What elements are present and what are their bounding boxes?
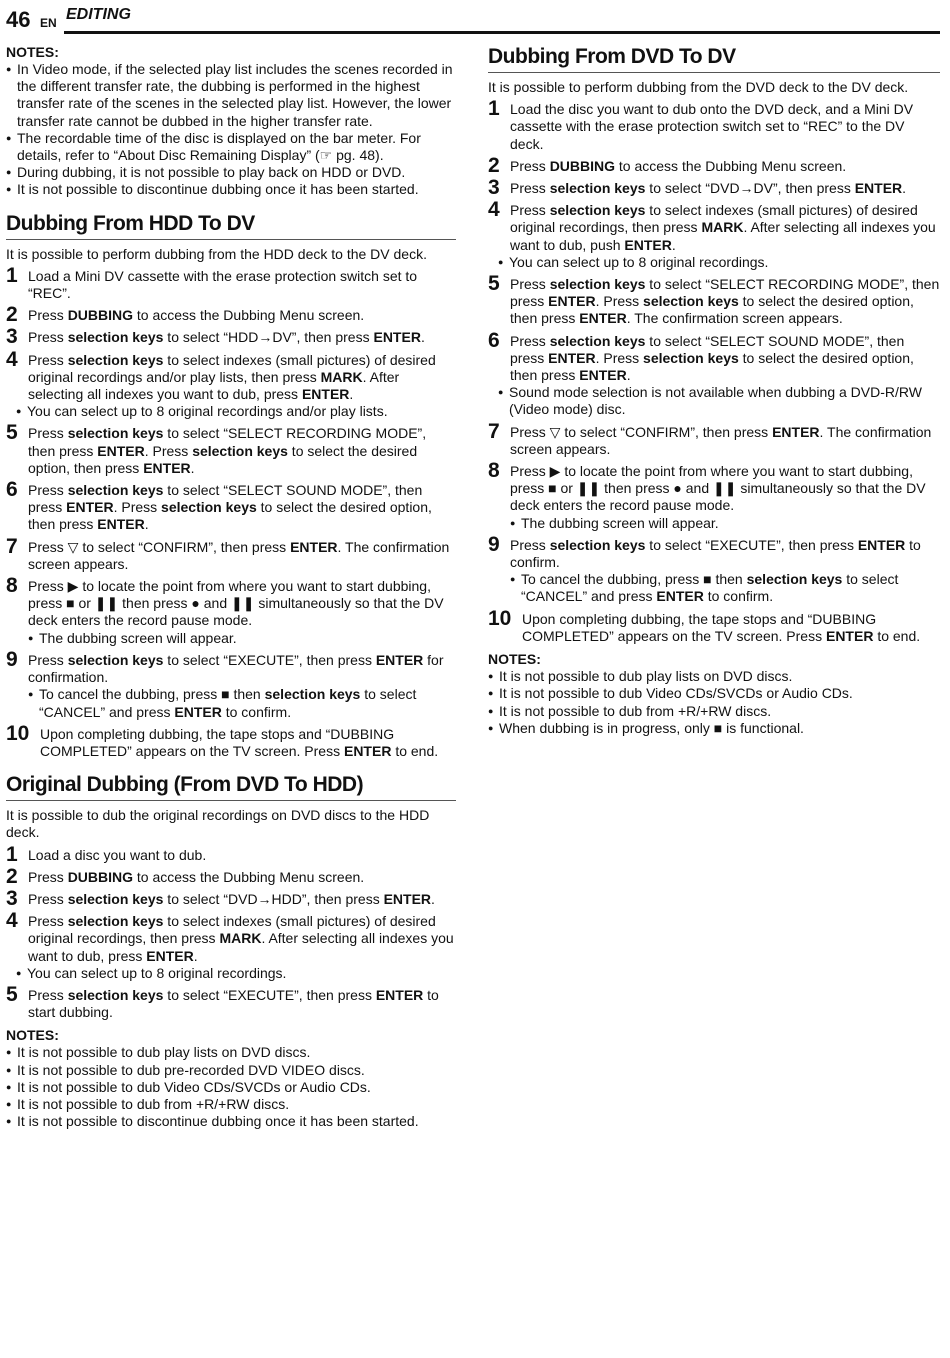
- notes-block: [6, 44, 456, 199]
- step-6: 6 Press selection keys to select “SELECT SOUND MODE”, then press ENTER. Press selection keys to select the desired option, then press ENTER.: [6, 478, 432, 533]
- step-4: 4 Press selection keys to select indexes (small pictures) of desired original recordings and/or play lists, then press MARK. After selecting all indexes you want to dub, press ENTER. ● You can select up to 8 original recordings and/or play lists.: [6, 352, 456, 421]
- note-item: ● During dubbing, it is not possible to play back on HDD or DVD.: [6, 164, 456, 181]
- note-item: ● It is not possible to dub play lists on DVD discs.: [6, 1044, 456, 1061]
- section-heading: Dubbing From DVD To DV: [488, 44, 940, 73]
- step-9: 9 Press selection keys to select “EXECUTE”, then press ENTER to confirm. ● To cancel the dubbing, press ■ then selection keys to select “CANCEL” and press ENTER to confirm.: [488, 537, 940, 606]
- section-heading: Original Dubbing (From DVD To HDD): [6, 772, 456, 801]
- step-9: 9 Press selection keys to select “EXECUTE”, then press ENTER for confirmation. ● To cancel the dubbing, press ■ then selection keys to select “CANCEL” and press ENTER to confirm.: [6, 652, 456, 721]
- note-item: ● It is not possible to dub play lists on DVD discs.: [488, 668, 940, 685]
- section-intro: It is possible to dub the original recordings on DVD discs to the HDD deck.: [6, 807, 430, 841]
- notes-title: NOTES:: [6, 1027, 59, 1044]
- note-item: ● It is not possible to dub Video CDs/SVCDs or Audio CDs.: [488, 685, 940, 702]
- note-item: ● In Video mode, if the selected play list includes the scenes recorded in the different transfer rate, the dubbing is performed in the highest transfer rate of the scenes in the selected play list. However, the lower transfer rate cannot be dubbed in the higher transfer rate.: [6, 61, 456, 130]
- step-6: 6 Press selection keys to select “SELECT SOUND MODE”, then press ENTER. Press selection keys to select the desired option, then press ENTER. ● Sound mode selection is not available when dubbing a DVD-R/RW (Video mode) disc.: [488, 333, 940, 419]
- section-intro: It is possible to perform dubbing from the HDD deck to the DV deck.: [6, 245, 427, 262]
- step-10: 10 Upon completing dubbing, the tape stops and “DUBBING COMPLETED” appears on the TV screen. Press ENTER to end.: [488, 606, 921, 644]
- step-7: 7 Press ▽ to select “CONFIRM”, then press ENTER. The confirmation screen appears.: [6, 534, 450, 572]
- section-heading: Dubbing From HDD To DV: [6, 211, 456, 240]
- step-3: 3 Press selection keys to select “DVD→DV”, then press ENTER.: [488, 176, 907, 200]
- step-2: 2 Press DUBBING to access the Dubbing Menu screen.: [6, 303, 365, 327]
- step-3: 3 Press selection keys to select “DVD→HDD”, then press ENTER.: [6, 886, 435, 910]
- left-column: [6, 44, 456, 1130]
- step-10: 10 Upon completing dubbing, the tape stops and “DUBBING COMPLETED” appears on the TV screen. Press ENTER to end.: [6, 721, 439, 759]
- step-5: 5 Press selection keys to select “SELECT RECORDING MODE”, then press ENTER. Press selection keys to select the desired option, then press ENTER. The confirmation screen appears.: [488, 272, 940, 327]
- step-1: 1 Load a disc you want to dub.: [6, 842, 207, 866]
- notes-title: NOTES:: [488, 651, 541, 668]
- step-list: [6, 263, 456, 760]
- notes-block: [488, 651, 940, 737]
- step-5: 5 Press selection keys to select “SELECT RECORDING MODE”, then press ENTER. Press selection keys to select the desired option, then press ENTER.: [6, 421, 427, 476]
- note-item: ● It is not possible to dub Video CDs/SVCDs or Audio CDs.: [6, 1079, 456, 1096]
- note-item: ● It is not possible to discontinue dubbing once it has been started.: [6, 1113, 456, 1130]
- step-2: 2 Press DUBBING to access the Dubbing Menu screen.: [488, 153, 847, 177]
- section-intro: It is possible to perform dubbing from the DVD deck to the DV deck.: [488, 79, 909, 95]
- notes-title: NOTES:: [6, 44, 59, 60]
- note-item: ● It is not possible to dub from +R/+RW discs.: [6, 1096, 456, 1113]
- right-column: [488, 44, 940, 737]
- step-3: 3 Press selection keys to select “HDD→DV”, then press ENTER.: [6, 325, 425, 349]
- note-item: ● It is not possible to dub pre-recorded DVD VIDEO discs.: [6, 1062, 456, 1079]
- step-list: [6, 842, 456, 1022]
- note-item: ● It is not possible to dub from +R/+RW discs.: [488, 703, 940, 720]
- section-title: EDITING: [66, 6, 131, 23]
- note-item: ● It is not possible to discontinue dubbing once it has been started.: [6, 181, 456, 198]
- step-4: 4 Press selection keys to select indexes (small pictures) of desired original recordings, then press MARK. After selecting all indexes you want to dub, push ENTER. ● You can select up to 8 original recordings.: [488, 202, 940, 271]
- step-5: 5 Press selection keys to select “EXECUTE”, then press ENTER to start dubbing.: [6, 982, 439, 1021]
- note-item: ● When dubbing is in progress, only ■ is functional.: [488, 720, 940, 737]
- step-note: ● The dubbing screen will appear.: [28, 630, 456, 647]
- notes-block: [6, 1027, 456, 1130]
- step-note: ● To cancel the dubbing, press ■ then selection keys to select “CANCEL” and press ENTER to confirm.: [510, 571, 940, 605]
- step-8: 8 Press ▶ to locate the point from where you want to start dubbing, press ■ or ❚❚ then press ● and ❚❚ simultaneously so that the DV deck enters the record pause mode. ● The dubbing screen will appear.: [6, 578, 456, 647]
- page-header: [6, 6, 940, 34]
- step-note: ● To cancel the dubbing, press ■ then selection keys to select “CANCEL” and press ENTER to confirm.: [28, 686, 456, 720]
- language-label: EN: [40, 16, 57, 30]
- step-7: 7 Press ▽ to select “CONFIRM”, then press ENTER. The confirmation screen appears.: [488, 419, 932, 457]
- page-number: 46: [6, 7, 31, 32]
- note-item: ● The recordable time of the disc is displayed on the bar meter. For details, refer to “About Disc Remaining Display” (☞ pg. 48).: [6, 130, 456, 164]
- step-note: ● You can select up to 8 original recordings and/or play lists.: [16, 403, 456, 420]
- header-rule: [64, 31, 940, 34]
- step-list: [488, 97, 940, 645]
- step-4: 4 Press selection keys to select indexes (small pictures) of desired original recordings, then press MARK. After selecting all indexes you want to dub, press ENTER. ● You can select up to 8 original recordings.: [6, 913, 456, 982]
- step-1: 1 Load the disc you want to dub onto the DVD deck, and a Mini DV cassette with the erase protection switch set to “REC” to the DV deck.: [488, 97, 914, 152]
- step-8: 8 Press ▶ to locate the point from where you want to start dubbing, press ■ or ❚❚ then press ● and ❚❚ simultaneously so that the DV deck enters the record pause mode. ● The dubbing screen will appear.: [488, 463, 940, 532]
- step-1: 1 Load a Mini DV cassette with the erase protection switch set to “REC”.: [6, 263, 418, 302]
- step-note: ● Sound mode selection is not available when dubbing a DVD-R/RW (Video mode) disc.: [498, 384, 940, 418]
- step-note: ● The dubbing screen will appear.: [510, 515, 940, 532]
- step-note: ● You can select up to 8 original recordings.: [16, 965, 456, 982]
- step-2: 2 Press DUBBING to access the Dubbing Menu screen.: [6, 864, 365, 888]
- step-note: ● You can select up to 8 original recordings.: [498, 254, 940, 271]
